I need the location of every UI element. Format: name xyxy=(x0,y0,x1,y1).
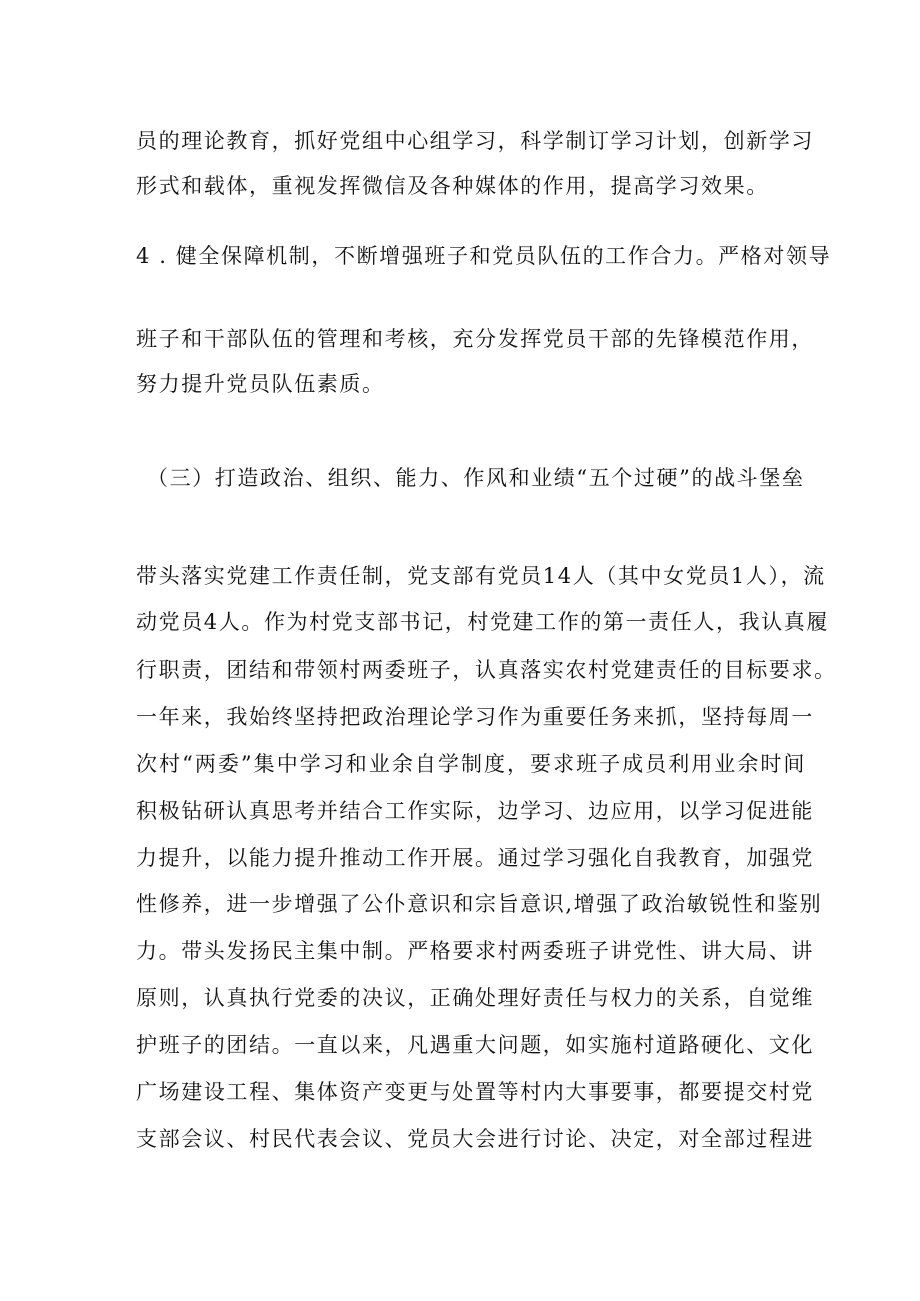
paragraph-line: 力提升，以能力提升推动工作开展。通过学习强化自我教育，加强党 xyxy=(136,846,814,870)
paragraph-line: 积极钻研认真思考并结合工作实际，边学习、边应用，以学习促进能 xyxy=(136,799,814,823)
paragraph-line: 努力提升党员队伍素质。 xyxy=(136,372,385,396)
paragraph-line: 力。带头发扬民主集中制。严格要求村两委班子讲党性、讲大局、讲 xyxy=(136,939,814,963)
paragraph-line: 形式和载体，重视发挥微信及各种媒体的作用，提高学习效果。 xyxy=(136,174,769,198)
paragraph-line: 班子和干部队伍的管理和考核，充分发挥党员干部的先锋模范作用， xyxy=(136,327,814,351)
paragraph-line: 性修养，进一步增强了公仆意识和宗旨意识,增强了政治敏锐性和鉴别 xyxy=(136,892,823,916)
paragraph-line: 动党员4人。作为村党支部书记，村党建工作的第一责任人，我认真履 xyxy=(136,610,829,634)
paragraph-line: 带头落实党建工作责任制，党支部有党员14人（其中女党员1人），流 xyxy=(136,564,826,588)
paragraph-line: 原则，认真执行党委的决议，正确处理好责任与权力的关系，自觉维 xyxy=(136,986,814,1010)
paragraph-line: 一年来，我始终坚持把政治理论学习作为重要任务来抓，坚持每周一 xyxy=(136,705,814,729)
paragraph-line: 护班子的团结。一直以来，凡遇重大问题，如实施村道路硬化、文化 xyxy=(136,1033,814,1057)
paragraph-line: 4 . 健全保障机制，不断增强班子和党员队伍的工作合力。严格对领导 xyxy=(136,244,832,268)
paragraph-line: 支部会议、村民代表会议、党员大会进行讨论、决定，对全部过程进 xyxy=(136,1127,814,1151)
paragraph-line: 次村“两委”集中学习和业余自学制度，要求班子成员利用业余时间 xyxy=(136,752,806,776)
paragraph-line: 员的理论教育，抓好党组中心组学习，科学制订学习计划，创新学习 xyxy=(136,129,814,153)
section-heading: （三）打造政治、组织、能力、作风和业绩“五个过硬”的战斗堡垒 xyxy=(147,466,805,490)
paragraph-line: 广场建设工程、集体资产变更与处置等村内大事要事，都要提交村党 xyxy=(136,1080,814,1104)
paragraph-line: 行职责，团结和带领村两委班子，认真落实农村党建责任的目标要求。 xyxy=(136,658,837,682)
